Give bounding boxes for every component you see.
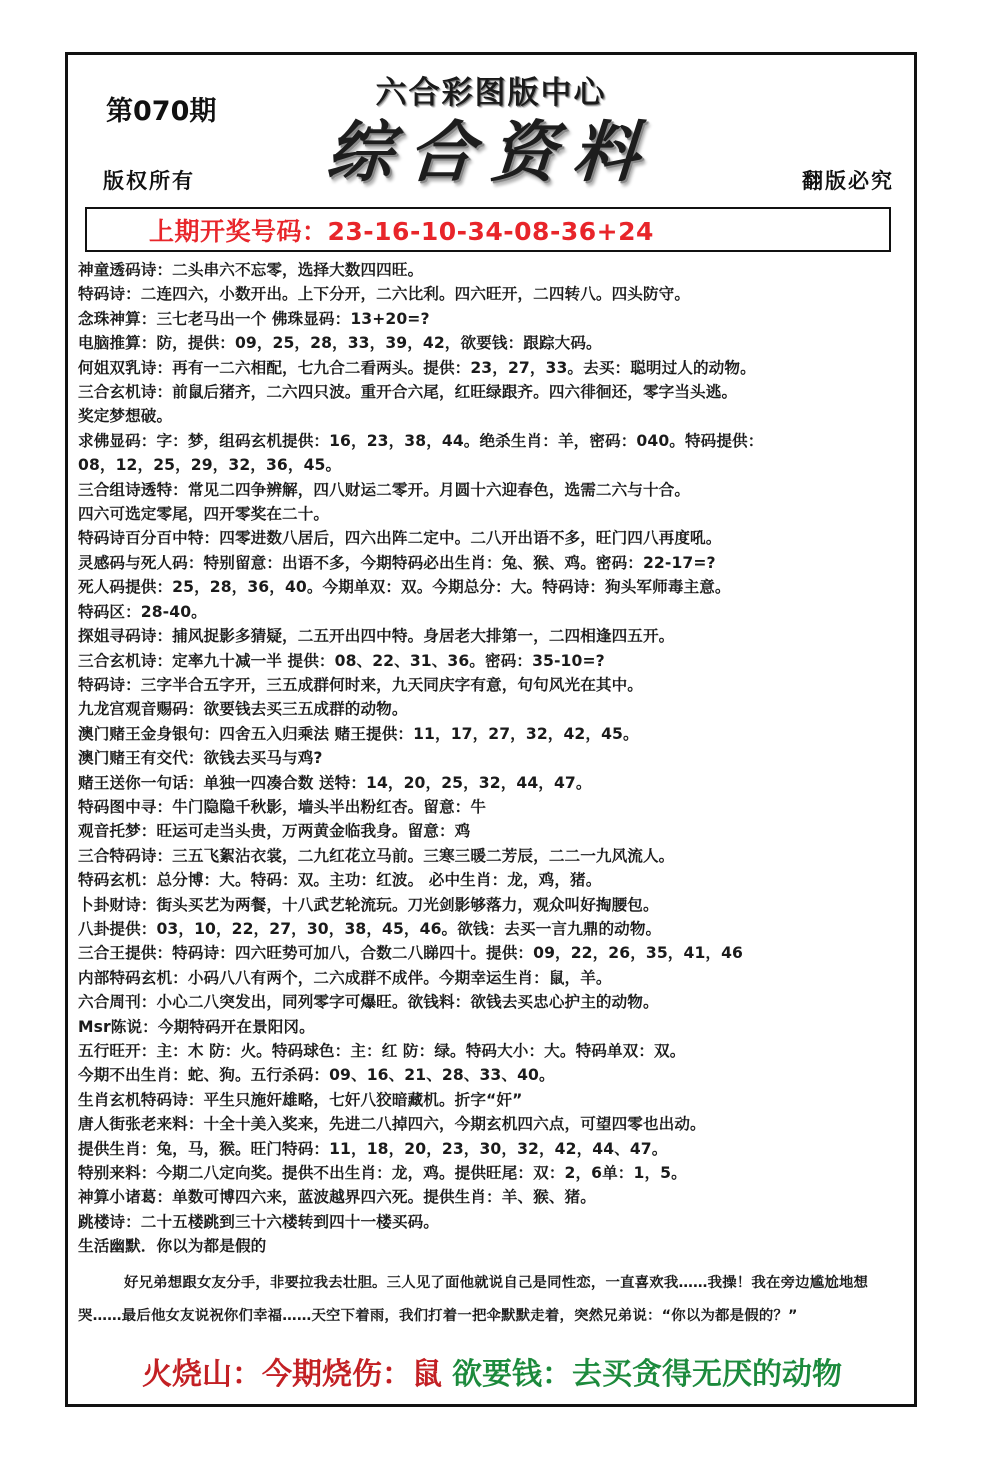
forecast-line: 卜卦财诗：街头买艺为两餐，十八武艺轮流玩。刀光剑影够落力，观众叫好掏腰包。: [78, 895, 659, 914]
forecast-line: 澳门赌王有交代：欲钱去买马与鸡?: [78, 749, 323, 768]
forecast-line: 观音托梦：旺运可走当头贵，万两黄金临我身。留意：鸡: [78, 822, 471, 841]
reprint-notice: 翻版必究: [802, 169, 894, 193]
forecast-line: 唐人街张老来料：十全十美入奖来，先进二八掉四六，今期玄机四六点，可望四零也出动。: [78, 1115, 706, 1134]
forecast-line: 念珠神算：三七老马出一个 佛珠显码：13+20=?: [78, 309, 430, 328]
footer-red-text: 火烧山：今期烧伤：鼠: [142, 1357, 442, 1392]
forecast-line: 三合组诗透特：常见二四争辨解，四八财运二零开。月圆十六迎春色，选需二六与十合。: [78, 480, 691, 499]
forecast-line: 九龙宫观音赐码：欲要钱去买三五成群的动物。: [78, 700, 408, 719]
previous-draw-banner: [85, 207, 891, 252]
forecast-line: 特码诗百分百中特：四零进数八居后，四六出阵二定中。二八开出语不多，旺门四八再度吼。: [78, 529, 722, 548]
forecast-line: 神童透码诗：二头串六不忘零，选择大数四四旺。: [78, 261, 424, 279]
content-body: [78, 258, 906, 1338]
forecast-line: 08，12，25，29，32，36，45。: [78, 456, 342, 475]
forecast-line: 三合王提供：特码诗：四六旺势可加八，合数二八睇四十。提供：09，22，26，35，41，46: [78, 944, 743, 963]
footer-strip: [78, 1348, 906, 1394]
forecast-line: 提供生肖：兔，马，猴。旺门特码：11，18，20，23，30，32，42，44、47。: [78, 1139, 668, 1158]
forecast-line: 何姐双乳诗：再有一二六相配，七九合二看两头。提供：23，27，33。去买：聪明过人的动物。: [78, 358, 756, 377]
forecast-line: 探姐寻码诗：捕风捉影多猜疑，二五开出四中特。身居老大排第一，二四相逢四五开。: [78, 627, 675, 646]
forecast-line: 特码玄机：总分博：大。特码：双。主功：红波。 必中生肖：龙，鸡，猪。: [78, 871, 602, 890]
forecast-line: 三合玄机诗：定率九十减一半 提供：08、22、31、36。密码：35-10=?: [78, 651, 605, 670]
forecast-line: 生肖玄机特码诗：平生只施奸雄略，七奸八狡暗藏机。折字“奸”: [78, 1090, 523, 1109]
forecast-line: 六合周刊：小心二八突发出，同列零字可爆旺。欲钱料：欲钱去买忠心护主的动物。: [78, 993, 659, 1012]
forecast-line: 三合玄机诗：前鼠后猪齐，二六四只波。重开合六尾，红旺绿跟齐。四六徘徊还，零字当头逃。: [78, 383, 738, 402]
copyright-notice: 版权所有: [103, 169, 195, 193]
forecast-line: 今期不出生肖：蛇、狗。五行杀码：09、16、21、28、33、40。: [78, 1066, 555, 1085]
forecast-line: 特码诗：三字半合五字开，三五成群何时来，九天同庆字有意，句句风光在其中。: [78, 675, 643, 694]
forecast-line: 特码诗：二连四六，小数开出。上下分开，二六比利。四六旺开，二四转八。四头防守。: [78, 285, 691, 304]
forecast-line: 八卦提供：03，10，22，27，30，38，45，46。欲钱：去买一言九鼎的动物。: [78, 919, 662, 938]
forecast-line: 五行旺开：主：木 防：火。特码球色：主：红 防：绿。特码大小：大。特码单双：双。: [78, 1042, 686, 1060]
masthead: [68, 55, 914, 203]
forecast-line-list: [78, 258, 906, 1259]
humor-paragraph: 好兄弟想跟女友分手，非要拉我去壮胆。三人见了面他就说自己是同性恋，一直喜欢我……我操！我在旁边尴尬地想哭……最后他女友说祝你们幸福……天空下着雨，我们打着一把伞默默走着，突然兄弟说：“你以为都是假的？”: [78, 1274, 869, 1324]
forecast-line: 死人码提供：25，28，36，40。今期单双：双。今期总分：大。特码诗：狗头军师毒主意。: [78, 578, 731, 597]
forecast-line: 跳楼诗：二十五楼跳到三十六楼转到四十一楼买码。: [78, 1212, 439, 1231]
forecast-line: 求佛显码：字：梦，组码玄机提供：16，23，38，44。绝杀生肖：羊，密码：040。特码提供：: [78, 431, 764, 450]
forecast-line: 内部特码玄机：小码八八有两个，二六成群不成伴。今期幸运生肖：鼠，羊。: [78, 968, 612, 987]
previous-draw-numbers: 上期开奖号码：23-16-10-34-08-36+24: [149, 216, 654, 246]
forecast-line: Msr陈说：今期特码开在景阳冈。: [78, 1017, 315, 1036]
forecast-line: 生活幽默．你以为都是假的: [78, 1237, 267, 1256]
forecast-line: 特码图中寻：牛门隐隐千秋影，墙头半出粉红杏。留意：牛: [78, 797, 487, 816]
forecast-line: 电脑推算：防，提供：09，25，28，33，39，42，欲要钱：跟踪大码。: [78, 334, 602, 353]
forecast-line: 澳门赌王金身银句：四舍五入归乘法 赌王提供：11，17，27，32，42，45。: [78, 724, 639, 743]
forecast-line: 四六可选定零尾，四开零奖在二十。: [78, 505, 330, 524]
page-title: 综合资料: [323, 113, 658, 191]
forecast-line: 特码区：28-40。: [78, 602, 207, 621]
forecast-line: 奖定梦想破。: [78, 407, 173, 426]
page-frame: [65, 52, 917, 1407]
forecast-line: 三合特码诗：三五飞絮沾衣裳，二九红花立马前。三寒三暖二芳辰，二二一九风流人。: [78, 846, 675, 865]
forecast-line: 灵感码与死人码：特别留意：出语不多，今期特码必出生肖：兔、猴、鸡。密码：22-17=?: [78, 553, 716, 572]
issue-number: 第070期: [106, 96, 217, 127]
forecast-line: 赌王送你一句话：单独一四凑合数 送特：14，20，25，32，44，47。: [78, 773, 592, 792]
brand-subtitle: 六合彩图版中心: [375, 75, 607, 111]
forecast-line: 神算小诸葛：单数可博四六来，蓝波越界四六死。提供生肖：羊、猴、猪。: [78, 1188, 596, 1207]
footer-green-text: 欲要钱：去买贪得无厌的动物: [452, 1357, 842, 1392]
forecast-line: 特别来料：今期二八定向奖。提供不出生肖：龙，鸡。提供旺尾：双：2，6单：1，5。: [78, 1164, 687, 1183]
